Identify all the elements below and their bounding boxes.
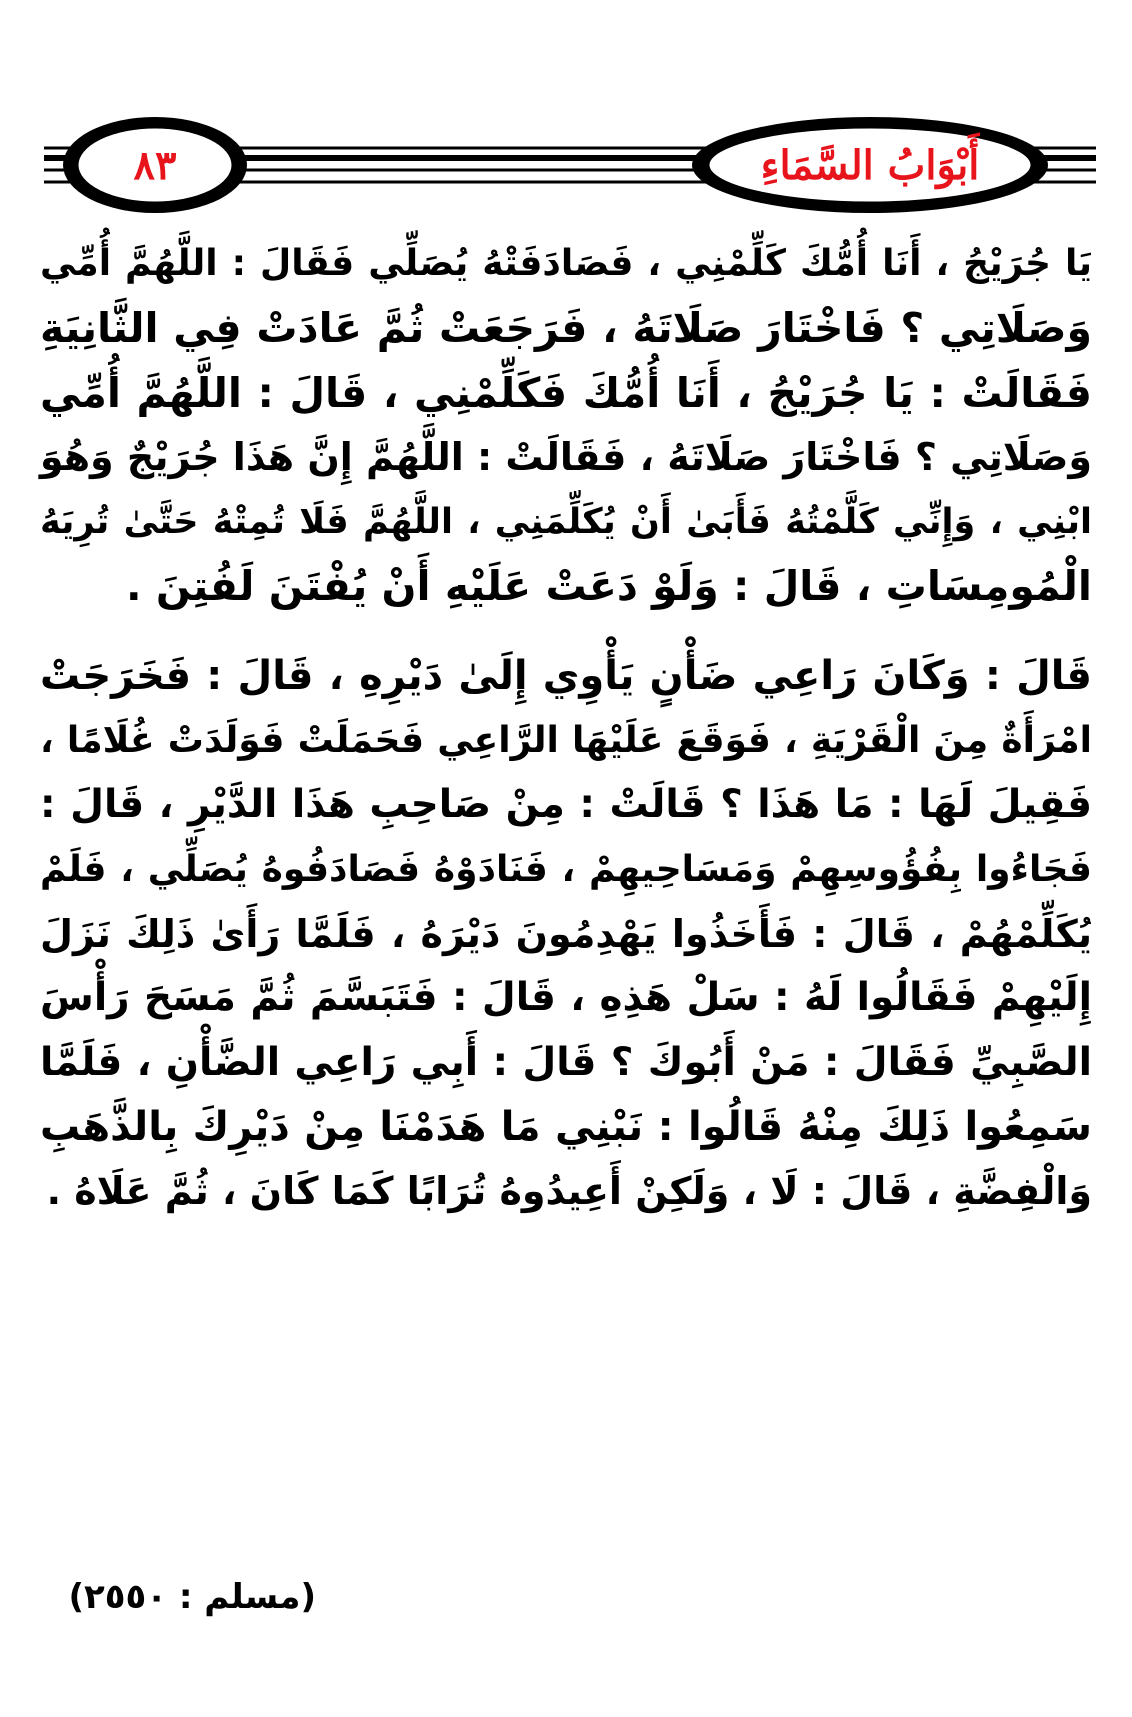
- page-header: [0, 0, 1132, 240]
- text-line: فَجَاءُوا بِفُؤُوسِهِمْ وَمَسَاحِيهِمْ ، فَنَادَوْهُ فَصَادَفُوهُ يُصَلِّي ، فَلَمْ: [40, 848, 1092, 890]
- text-line: وَصَلَاتِي ؟ فَاخْتَارَ صَلَاتَهُ ، فَقَالَتْ : اللَّهُمَّ إِنَّ هَذَا جُرَيْجٌ وَهُوَ: [39, 435, 1092, 480]
- text-line: امْرَأَةٌ مِنَ الْقَرْيَةِ ، فَوَقَعَ عَلَيْهَا الرَّاعِي فَحَمَلَتْ فَوَلَدَتْ غُلَامًا ،: [40, 719, 1092, 761]
- text-line: الصَّبِيِّ فَقَالَ : مَنْ أَبُوكَ ؟ قَالَ : أَبِي رَاعِي الضَّأْنِ ، فَلَمَّا: [40, 1039, 1092, 1085]
- paragraph-1: [40, 232, 1092, 618]
- header-frame: [0, 0, 1132, 240]
- paragraph-2: [40, 644, 1092, 1224]
- text-line: إِلَيْهِمْ فَقَالُوا لَهُ : سَلْ هَذِهِ ، قَالَ : فَتَبَسَّمَ ثُمَّ مَسَحَ رَأْسَ: [40, 975, 1092, 1021]
- text-line: سَمِعُوا ذَلِكَ مِنْهُ قَالُوا : نَبْنِي مَا هَدَمْنَا مِنْ دَيْرِكَ بِالذَّهَبِ: [40, 1104, 1092, 1151]
- text-line: فَقَالَتْ : يَا جُرَيْجُ ، أَنَا أُمُّكَ فَكَلِّمْنِي ، قَالَ : اللَّهُمَّ أُمِّي: [40, 368, 1092, 417]
- text-line: وَالْفِضَّةِ ، قَالَ : لَا ، وَلَكِنْ أَعِيدُوهُ تُرَابًا كَمَا كَانَ ، ثُمَّ عَلَاهُ .: [46, 1169, 1092, 1214]
- hadith-citation: (مسلم : ٢٥٥٠): [68, 1577, 316, 1617]
- text-line: يَا جُرَيْجُ ، أَنَا أُمُّكَ كَلِّمْنِي ، فَصَادَفَتْهُ يُصَلِّي فَقَالَ : اللَّهُمَّ أُمِّي: [40, 243, 1092, 284]
- text-line: فَقِيلَ لَهَا : مَا هَذَا ؟ قَالَتْ : مِنْ صَاحِبِ هَذَا الدَّيْرِ ، قَالَ :: [40, 782, 1092, 828]
- text-line: الْمُومِسَاتِ ، قَالَ : وَلَوْ دَعَتْ عَلَيْهِ أَنْ يُفْتَنَ لَفُتِنَ .: [126, 561, 1092, 610]
- page-number: ٨٣: [133, 141, 177, 189]
- text-line: قَالَ : وَكَانَ رَاعِي ضَأْنٍ يَأْوِي إِلَىٰ دَيْرِهِ ، قَالَ : فَخَرَجَتْ: [40, 653, 1092, 700]
- page-body: [40, 232, 1092, 1224]
- text-line: يُكَلِّمْهُمْ ، قَالَ : فَأَخَذُوا يَهْدِمُونَ دَيْرَهُ ، فَلَمَّا رَأَىٰ ذَلِكَ نَزَلَ: [40, 911, 1092, 956]
- chapter-title: أَبْوَابُ السَّمَاءِ: [760, 141, 980, 189]
- text-line: وَصَلَاتِي ؟ فَاخْتَارَ صَلَاتَهُ ، فَرَجَعَتْ ثُمَّ عَادَتْ فِي الثَّانِيَةِ: [40, 304, 1092, 353]
- text-line: ابْنِي ، وَإِنِّي كَلَّمْتُهُ فَأَبَىٰ أَنْ يُكَلِّمَنِي ، اللَّهُمَّ فَلَا تُمِتْهُ حَتَّىٰ تُرِيَهُ: [40, 501, 1092, 542]
